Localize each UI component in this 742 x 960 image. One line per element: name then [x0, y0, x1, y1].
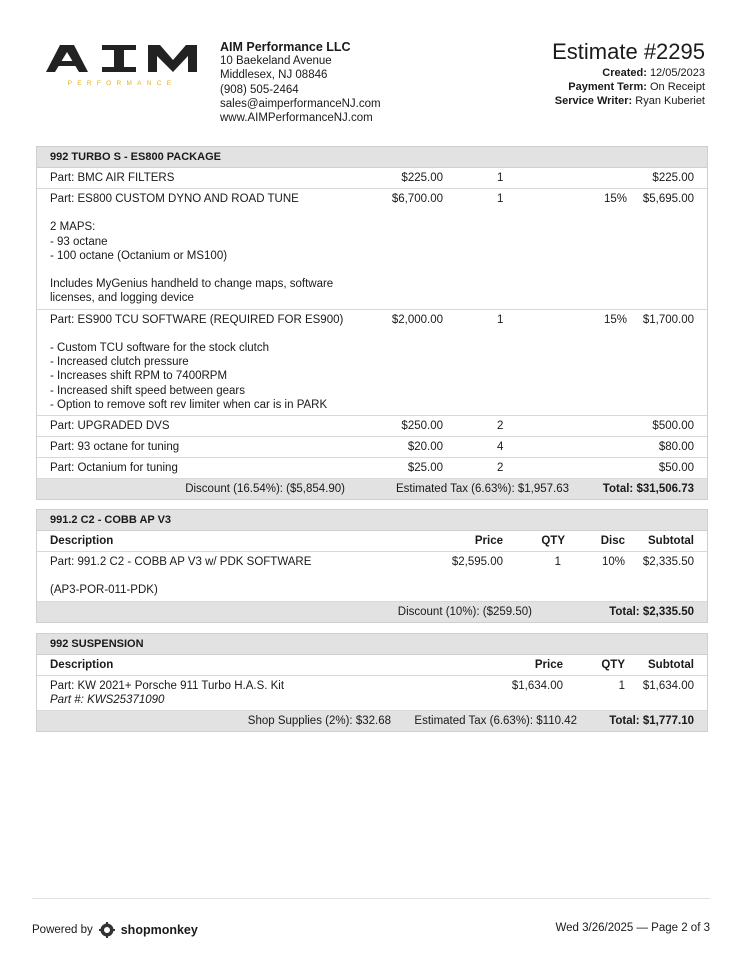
created-date: 12/05/2023 — [649, 67, 705, 79]
line-disc: 15% — [603, 193, 627, 205]
payment-term-label: Payment Term: — [568, 81, 647, 94]
col-subtotal: Subtotal — [648, 659, 694, 671]
line-subtotal: $1,700.00 — [642, 313, 694, 326]
section-total: Total: $1,777.10 — [609, 715, 694, 727]
company-address1: 10 Baekeland Avenue — [220, 55, 332, 68]
powered-by-label: Powered by — [32, 924, 93, 936]
line-description: Part: 991.2 C2 - COBB AP V3 w/ PDK SOFTWARE (AP3-POR-011-PDK) — [50, 556, 312, 597]
line-subtotal: $500.00 — [652, 420, 694, 433]
line-subtotal: $1,634.00 — [642, 680, 694, 692]
table-row — [37, 310, 707, 416]
table-row — [37, 189, 707, 310]
company-name: AIM Performance LLC — [220, 40, 351, 54]
col-qty: QTY — [601, 659, 625, 671]
line-description: Part: UPGRADED DVS — [50, 420, 170, 433]
payment-term: On Receipt — [649, 81, 705, 94]
service-writer: Ryan Kuberiet — [635, 95, 705, 108]
company-website[interactable]: www.AIMPerformanceNJ.com — [220, 112, 373, 125]
company-info — [220, 40, 381, 125]
line-price: $25.00 — [407, 462, 443, 475]
section-title: 992 TURBO S - ES800 PACKAGE — [37, 147, 707, 168]
line-subtotal: $80.00 — [658, 441, 694, 454]
col-subtotal: Subtotal — [648, 535, 694, 547]
line-price: $1,634.00 — [511, 680, 563, 692]
line-description: Part: Octanium for tuning — [50, 462, 178, 475]
line-subtotal: $2,335.50 — [642, 556, 694, 568]
line-price: $250.00 — [401, 420, 443, 433]
table-row — [37, 168, 707, 189]
line-subtotal: $50.00 — [658, 462, 694, 475]
powered-by — [32, 922, 198, 938]
table-row — [37, 458, 707, 479]
line-part-number: Part #: KWS25371090 — [50, 694, 165, 707]
table-row — [37, 552, 707, 602]
estimate-info — [552, 38, 705, 109]
tax-summary: Estimated Tax (6.63%): $110.42 — [414, 715, 577, 727]
line-description: Part: ES900 TCU SOFTWARE (REQUIRED FOR ES900) - Custom TCU software for the stock clutch - Increased clutch pressure - Increases shift RPM to 7400RPM - Increased shift speed between gears - Option to remove soft rev limiter when car is in PARK — [50, 313, 344, 411]
line-description: Part: BMC AIR FILTERS — [50, 172, 175, 184]
estimate-title: Estimate #2295 — [552, 39, 705, 64]
line-qty: 1 — [554, 556, 561, 568]
line-price: $225.00 — [401, 172, 443, 184]
line-qty: 1 — [618, 680, 625, 692]
shopmonkey-logo-icon — [99, 922, 115, 938]
created-label: Created: — [602, 67, 647, 79]
line-qty: 1 — [497, 313, 504, 326]
company-address2: Middlesex, NJ 08846 — [220, 69, 328, 82]
shopmonkey-brand[interactable]: shopmonkey — [120, 923, 198, 937]
page-info: Wed 3/26/2025 — Page 2 of 3 — [555, 922, 710, 934]
col-disc: Disc — [600, 535, 625, 547]
company-email[interactable]: sales@aimperformanceNJ.com — [220, 97, 381, 110]
line-price: $6,700.00 — [391, 193, 443, 205]
discount-summary: Discount (16.54%): ($5,854.90) — [185, 483, 345, 496]
section-title: 992 SUSPENSION — [37, 634, 707, 655]
company-phone: (908) 505-2464 — [220, 83, 299, 96]
tax-summary: Estimated Tax (6.63%): $1,957.63 — [395, 483, 569, 496]
col-qty: QTY — [541, 535, 565, 547]
svg-text:PERFORMANCE: PERFORMANCE — [67, 80, 177, 87]
line-subtotal: $225.00 — [652, 172, 694, 184]
aim-performance-logo — [44, 42, 199, 90]
column-headers — [37, 655, 707, 676]
line-price: $2,000.00 — [391, 313, 443, 326]
shop-supplies-summary: Shop Supplies (2%): $32.68 — [247, 715, 391, 727]
column-headers — [37, 531, 707, 552]
footer-divider — [32, 898, 710, 899]
line-disc: 15% — [603, 313, 627, 326]
section-summary — [37, 602, 707, 622]
line-price: $20.00 — [407, 441, 443, 454]
col-price: Price — [534, 659, 563, 671]
section-summary — [37, 711, 707, 731]
line-description: Part: 93 octane for tuning — [50, 441, 180, 454]
col-description: Description — [50, 659, 114, 671]
service-writer-label: Service Writer: — [554, 95, 633, 108]
line-qty: 2 — [497, 462, 504, 475]
line-qty: 2 — [497, 420, 504, 433]
section-suspension — [36, 633, 708, 732]
section-total: Total: $2,335.50 — [609, 605, 694, 618]
line-qty: 4 — [497, 441, 504, 454]
col-price: Price — [474, 535, 503, 547]
section-summary — [37, 479, 707, 499]
line-disc: 10% — [601, 556, 625, 568]
line-qty: 1 — [497, 172, 504, 184]
line-description: Part: ES800 CUSTOM DYNO AND ROAD TUNE 2 MAPS: - 93 octane - 100 octane (Octanium or MS100) Includes MyGenius handheld to change maps, software licenses, and logging device — [50, 193, 334, 305]
line-price: $2,595.00 — [451, 556, 503, 568]
line-subtotal: $5,695.00 — [642, 193, 694, 205]
section-cobb-ap — [36, 509, 708, 623]
section-title: 991.2 C2 - COBB AP V3 — [37, 510, 707, 531]
col-description: Description — [50, 535, 114, 547]
line-qty: 1 — [497, 193, 504, 205]
discount-summary: Discount (10%): ($259.50) — [397, 605, 532, 618]
section-total: Total: $31,506.73 — [602, 483, 694, 496]
table-row — [37, 416, 707, 437]
table-row — [37, 676, 707, 711]
table-row — [37, 437, 707, 458]
line-description: Part: KW 2021+ Porsche 911 Turbo H.A.S. Kit — [50, 680, 285, 692]
section-turbo-s-package — [36, 146, 708, 500]
